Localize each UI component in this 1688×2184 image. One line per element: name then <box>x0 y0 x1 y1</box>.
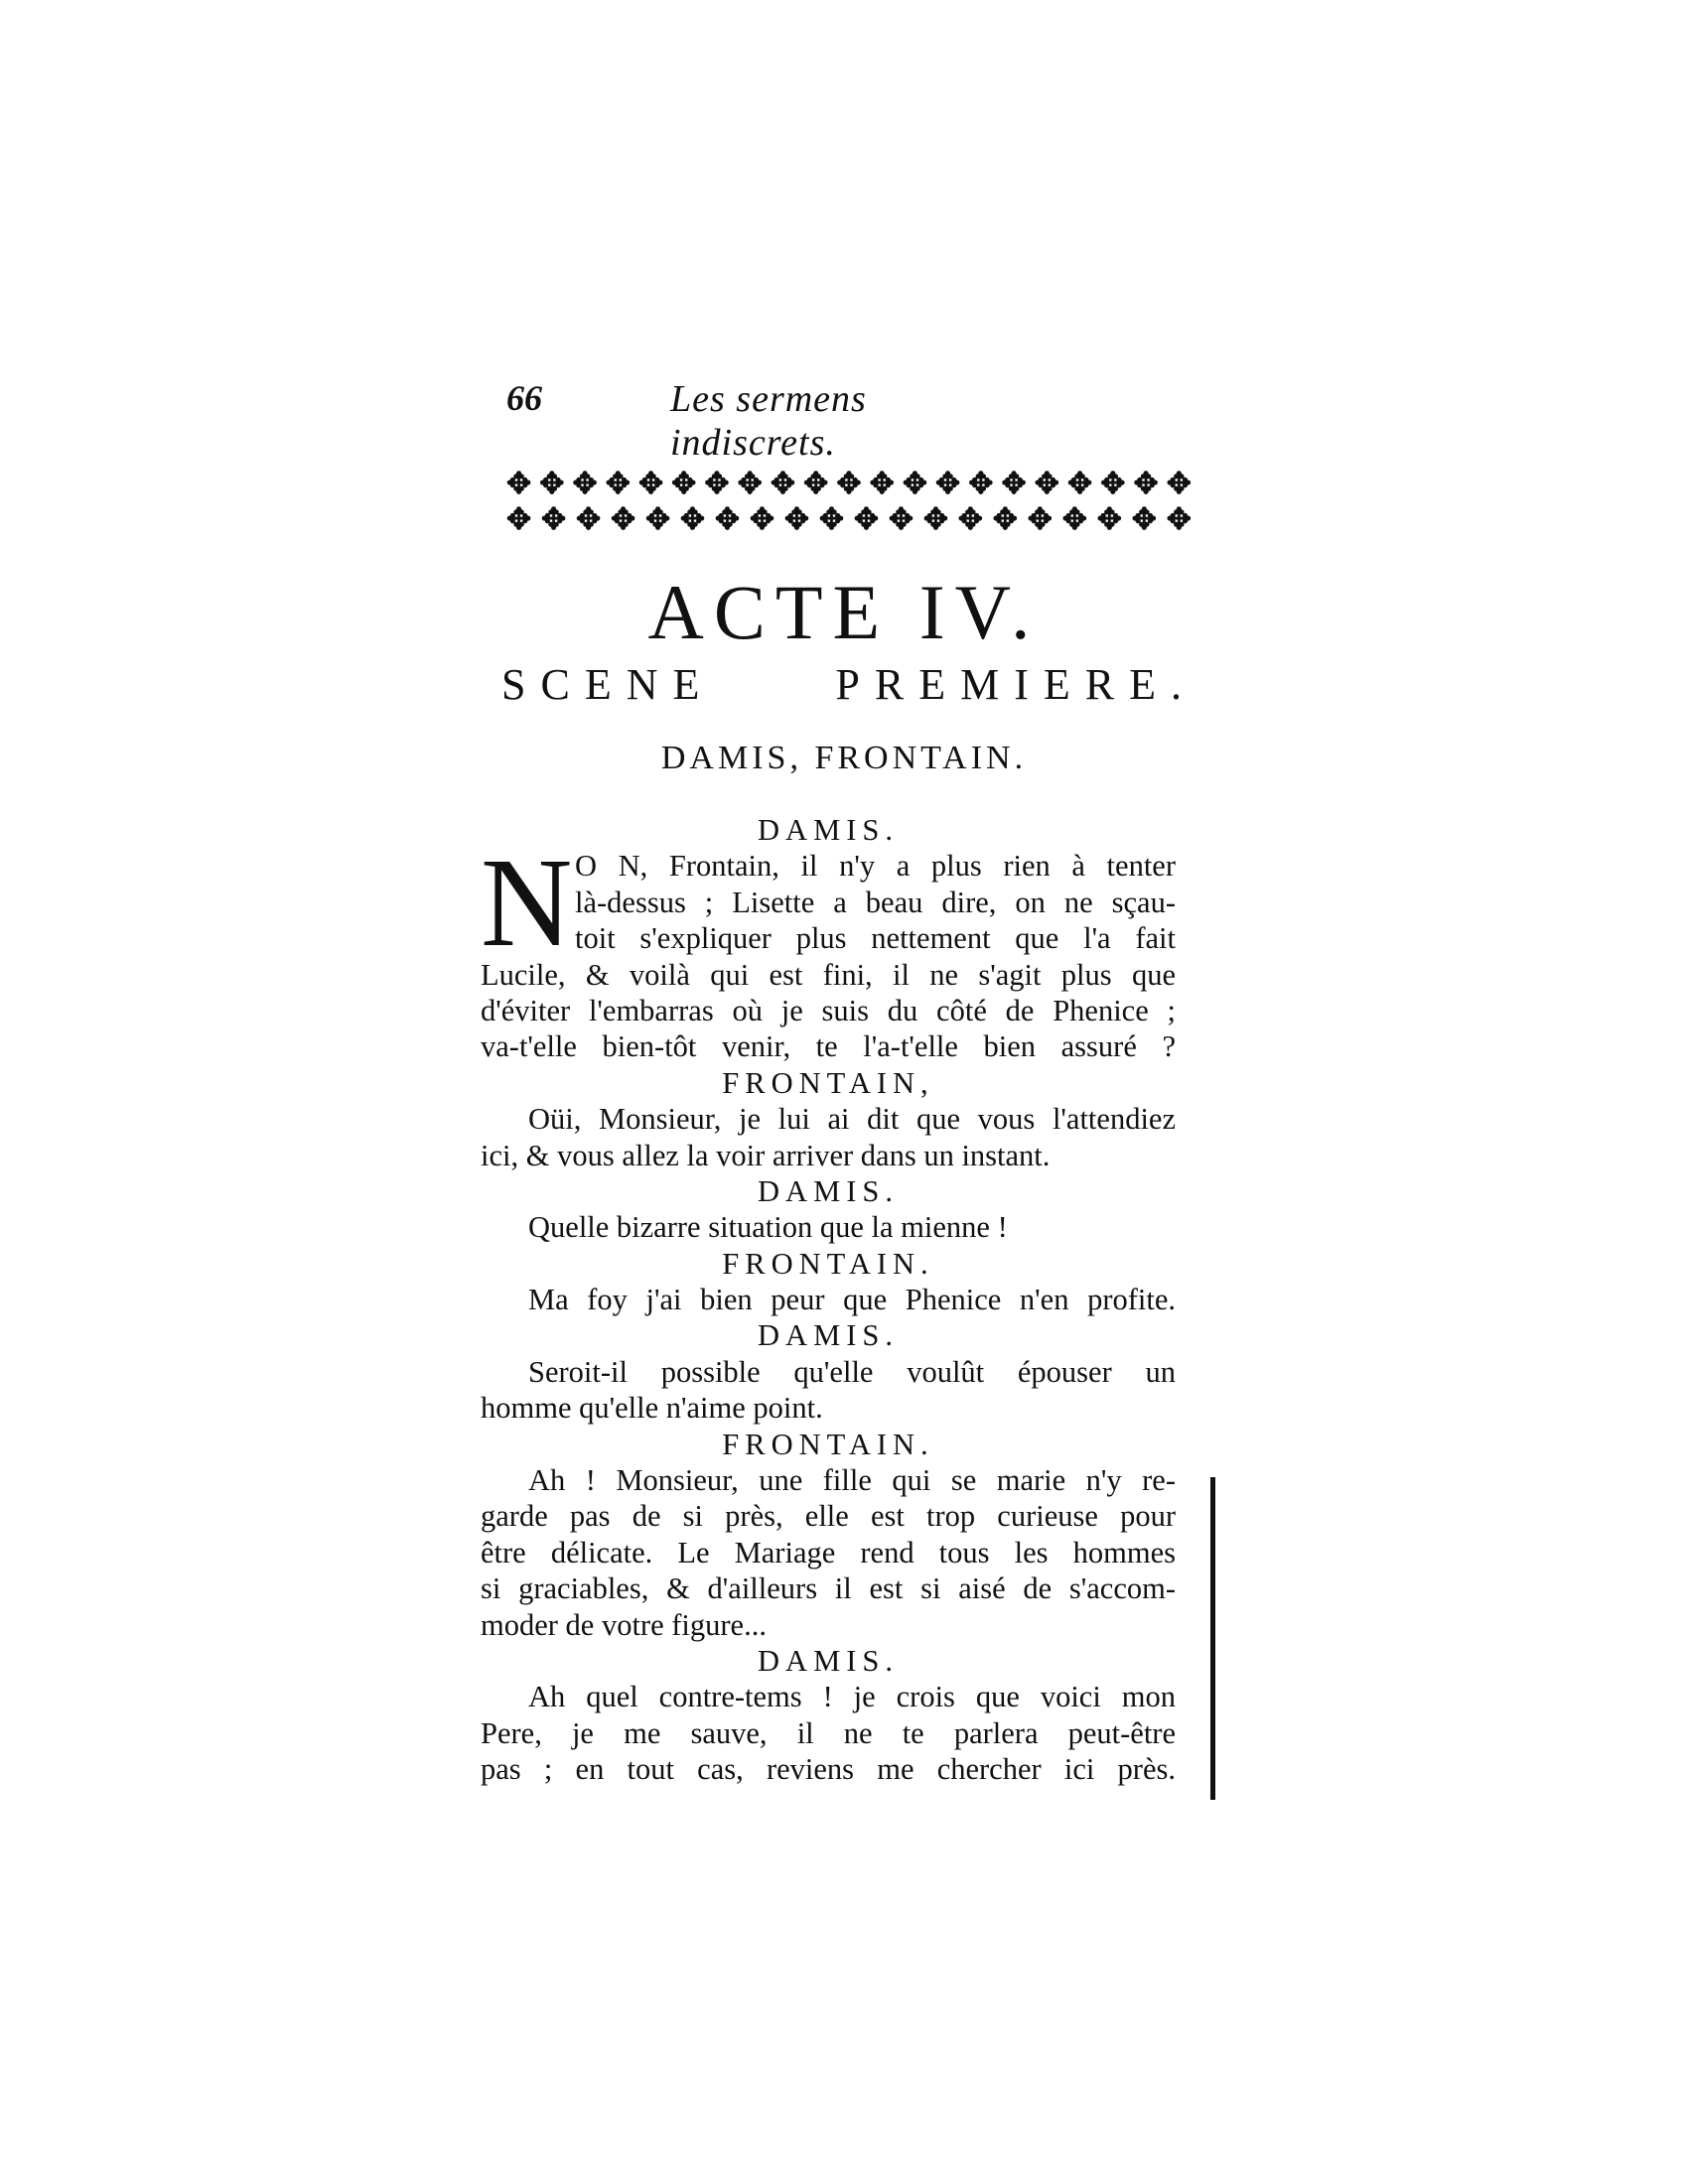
fleuron-icon: ✥ <box>1034 468 1059 500</box>
dialogue-body <box>481 812 1176 1788</box>
fleuron-icon: ✥ <box>506 503 532 536</box>
dialogue-line: O N, Frontain, il n'y a plus rien à tenter <box>575 849 1176 884</box>
speaker-name: FRONTAIN, <box>722 1065 934 1100</box>
scene-word: PREMIERE. <box>835 660 1196 709</box>
dialogue-line: Ah ! Monsieur, une fille qui se marie n'y re- <box>528 1463 1176 1498</box>
dialogue-line: être délicate. Le Mariage rend tous les hommes <box>481 1535 1176 1570</box>
running-head <box>506 377 1043 464</box>
fleuron-icon: ✥ <box>1131 503 1157 536</box>
fleuron-icon: ✥ <box>968 468 994 500</box>
speaker-name: DAMIS. <box>758 1173 899 1208</box>
fleuron-icon: ✥ <box>1100 468 1126 500</box>
fleuron-icon: ✥ <box>818 503 844 536</box>
fleuron-icon: ✥ <box>644 503 671 536</box>
fleuron-icon: ✥ <box>869 468 895 500</box>
fleuron-icon: ✥ <box>1066 468 1093 500</box>
fleuron-icon: ✥ <box>679 503 706 536</box>
fleuron-icon: ✥ <box>922 503 948 536</box>
fleuron-icon: ✥ <box>1133 468 1159 500</box>
fleuron-icon: ✥ <box>1096 503 1122 536</box>
fleuron-icon: ✥ <box>575 503 602 536</box>
dialogue-line: là-dessus ; Lisette a beau dire, on ne sçau- <box>575 885 1176 919</box>
dialogue-line: garde pas de si près, elle est trop curieuse pour <box>481 1499 1176 1534</box>
fleuron-icon: ✥ <box>770 468 796 500</box>
fleuron-icon: ✥ <box>783 503 810 536</box>
fleuron-icon: ✥ <box>714 503 741 536</box>
dialogue-line: d'éviter l'embarras où je suis du côté de Phenice ; <box>481 993 1176 1027</box>
fleuron-icon: ✥ <box>637 468 664 500</box>
fleuron-icon: ✥ <box>671 468 697 500</box>
dialogue-line: si graciables, & d'ailleurs il est si aisé de s'accom- <box>481 1571 1176 1606</box>
speaker-name: FRONTAIN. <box>722 1427 934 1461</box>
dialogue-line: Quelle bizarre situation que la mienne ! <box>528 1210 1008 1245</box>
speaker-name: DAMIS. <box>758 1318 899 1353</box>
page-number: 66 <box>506 378 542 418</box>
dialogue-line: Seroit-il possible qu'elle voulût épouser un <box>528 1354 1176 1389</box>
scene-title <box>501 659 1196 710</box>
fleuron-icon: ✥ <box>1166 468 1192 500</box>
dialogue-line: Ah quel contre-tems ! je crois que voici mon <box>528 1680 1176 1714</box>
fleuron-icon: ✥ <box>1027 503 1053 536</box>
fleuron-icon: ✥ <box>992 503 1018 536</box>
dialogue-line: moder de votre figure... <box>481 1607 767 1642</box>
characters-list: DAMIS, FRONTAIN. <box>660 740 1028 776</box>
speaker-name: DAMIS. <box>758 813 899 847</box>
dialogue-line: Lucile, & voilà qui est fini, il ne s'agit plus que <box>481 957 1176 992</box>
dialogue-line: Oüi, Monsieur, je lui ai dit que vous l'attendiez <box>528 1102 1176 1137</box>
fleuron-icon: ✥ <box>749 503 775 536</box>
fleuron-icon: ✥ <box>1001 468 1027 500</box>
drop-cap: N <box>481 832 573 973</box>
act-title: ACTE IV. <box>647 569 1041 655</box>
dialogue-line: Pere, je me sauve, il ne te parlera peut-être <box>481 1715 1176 1750</box>
running-title: Les sermens indiscrets. <box>670 378 867 464</box>
page-edge-mark <box>1210 1477 1215 1800</box>
fleuron-icon: ✥ <box>935 468 961 500</box>
fleuron-icon: ✥ <box>902 468 927 500</box>
fleuron-icon: ✥ <box>737 468 763 500</box>
fleuron-icon: ✥ <box>1061 503 1087 536</box>
dialogue-line: ici, & vous allez la voir arriver dans un instant. <box>481 1138 1051 1172</box>
fleuron-icon: ✥ <box>610 503 636 536</box>
dialogue-line: va-t'elle bien-tôt venir, te l'a-t'elle bien assuré ? <box>481 1029 1176 1064</box>
dialogue-line: pas ; en tout cas, reviens me chercher ici près. <box>481 1752 1176 1787</box>
dialogue-line: homme qu'elle n'aime point. <box>481 1391 823 1426</box>
fleuron-icon: ✥ <box>1166 503 1192 536</box>
fleuron-icon: ✥ <box>572 468 598 500</box>
fleuron-icon: ✥ <box>540 503 567 536</box>
fleuron-icon: ✥ <box>506 468 532 500</box>
fleuron-icon: ✥ <box>803 468 829 500</box>
speaker-name: FRONTAIN. <box>722 1246 934 1281</box>
dialogue-line: toit s'expliquer plus nettement que l'a fait <box>575 921 1176 956</box>
fleuron-icon: ✥ <box>539 468 565 500</box>
speaker-name: DAMIS. <box>758 1643 899 1678</box>
fleuron-icon: ✥ <box>888 503 914 536</box>
fleuron-icon: ✥ <box>957 503 983 536</box>
scene-word: SCENE <box>501 660 715 709</box>
fleuron-icon: ✥ <box>704 468 730 500</box>
fleuron-icon: ✥ <box>605 468 631 500</box>
dialogue-line: Ma foy j'ai bien peur que Phenice n'en profite. <box>528 1283 1176 1317</box>
ornament-row <box>506 469 1192 500</box>
fleuron-icon: ✥ <box>853 503 879 536</box>
ornament-row <box>506 504 1192 536</box>
fleuron-icon: ✥ <box>836 468 862 500</box>
